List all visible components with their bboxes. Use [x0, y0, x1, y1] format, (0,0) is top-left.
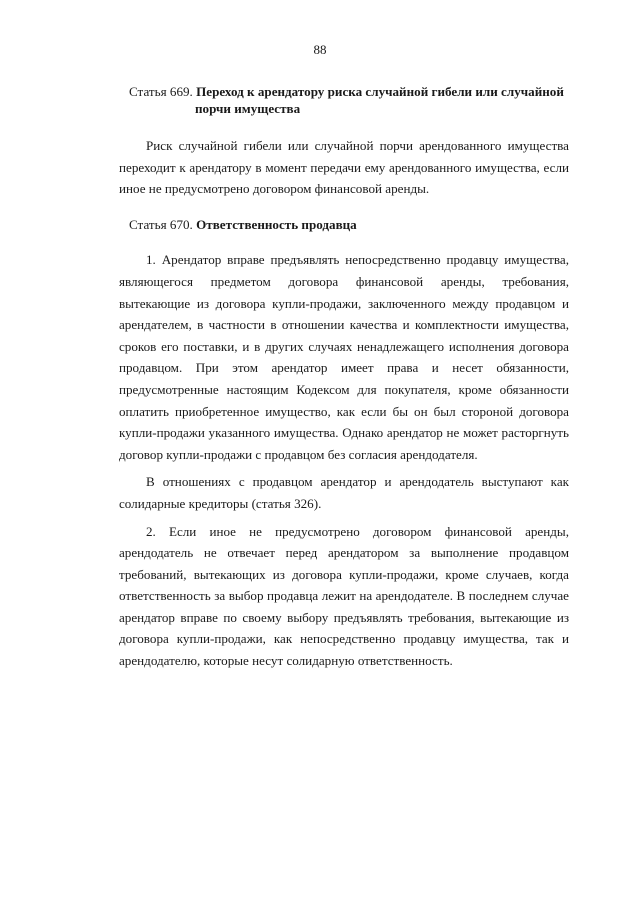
page-number: 88: [313, 42, 327, 57]
article-670-number: Статья 670.: [129, 216, 193, 232]
article-670-title: Ответственность продавца: [196, 216, 357, 232]
article-670-heading: [119, 214, 569, 236]
article-670-paragraph-1: 1. Арендатор вправе предъявлять непосредственно продавцу имущества, являющегося предметом договора финансовой аренды, требования, вытекающие из договора купли-продажи, заключенного между продавцом и арендателем, в частности в отношении качества и комплектности имущества, сроков его поставки, и в других случаях ненадлежащего исполнения договора продавцом. При этом арендатор имеет права и несет обязанности, предусмотренные настоящим Кодексом для покупателя, кроме обязанности оплатить приобретенное имущество, как если бы он был стороной договора купли-продажи указанного имущества. Однако арендатор не может расторгнуть договор купли-продажи с продавцом без согласия арендодателя.: [119, 252, 569, 462]
article-669-title: Переход к арендатору риска случайной гибели или случайной порчи имущества: [195, 84, 564, 116]
article-669-paragraph-1: Риск случайной гибели или случайной порчи арендованного имущества переходит к арендатору в момент передачи ему арендованного имущества, если иное не предусмотрено договором финансовой аренды.: [119, 138, 569, 197]
article-669-number: Статья 669.: [129, 84, 193, 99]
page-content: [119, 80, 569, 672]
article-670-paragraph-2: В отношениях с продавцом арендатор и арендодатель выступают как солидарные кредиторы (статья 326).: [119, 474, 569, 511]
article-670-paragraph-3: 2. Если иное не предусмотрено договором финансовой аренды, арендодатель не отвечает перед арендатором за выполнение продавцом требований, вытекающих из договора купли-продажи, кроме случаев, когда ответственность за выбор продавца лежит на арендодателе. В последнем случае арендатор вправе по своему выбору предъявлять требования, вытекающие из договора купли-продажи, как непосредственно продавцу имущества, так и арендодателю, которые несут солидарную ответственность.: [119, 523, 569, 669]
article-669-heading: [119, 83, 569, 117]
